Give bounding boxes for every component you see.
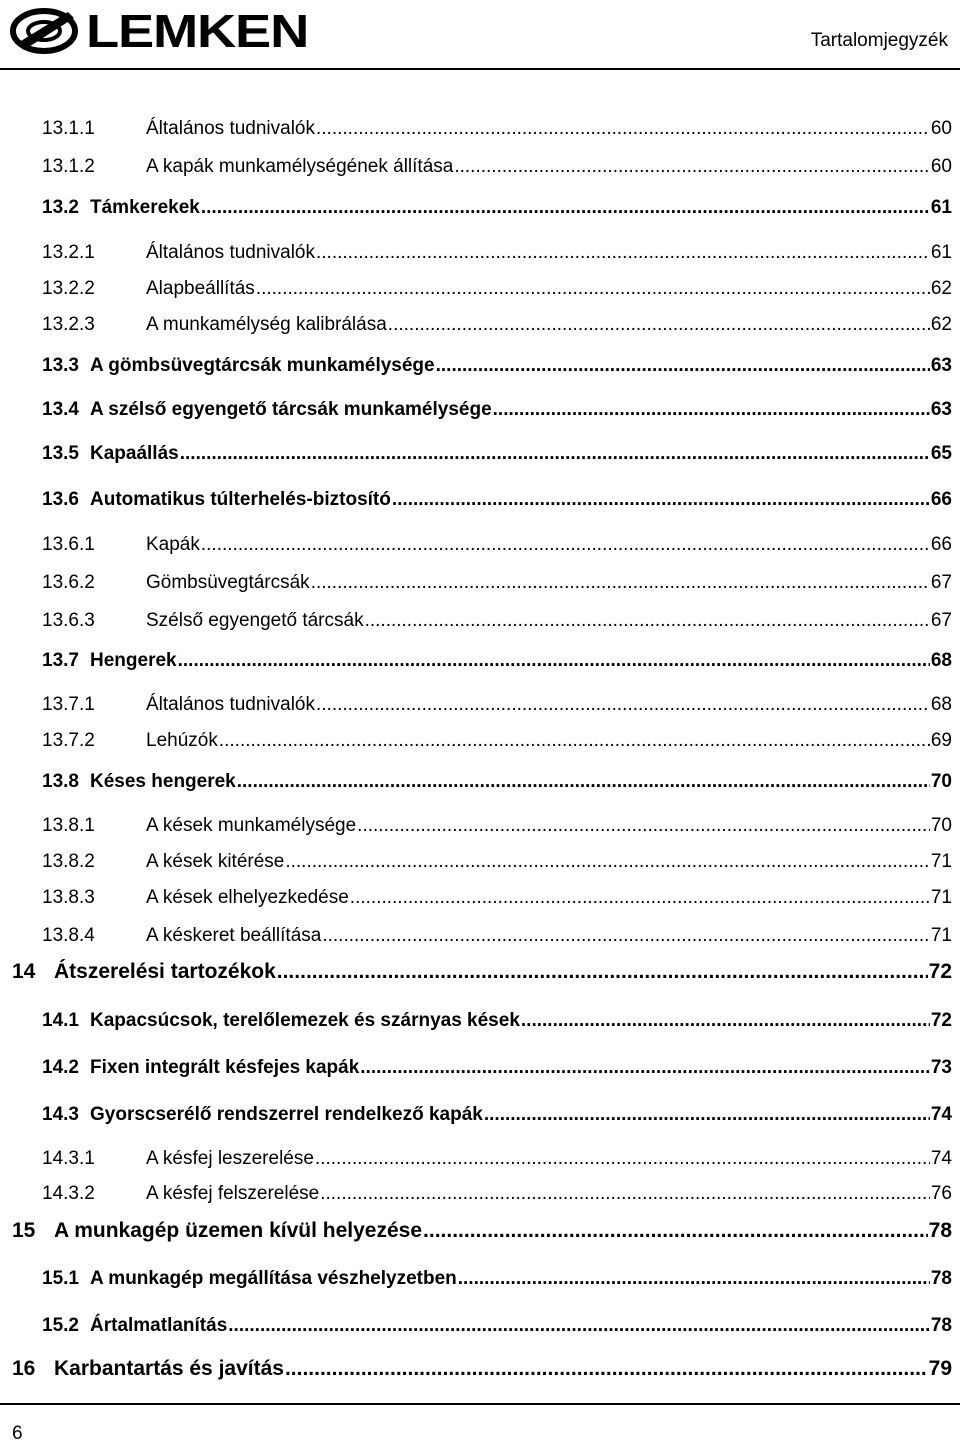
toc-entry-page: 70	[930, 815, 952, 836]
lemken-emblem-icon	[10, 4, 80, 58]
toc-entry[interactable]	[0, 925, 960, 947]
toc-entry-page: 69	[930, 730, 952, 751]
toc-entry-title: Szélső egyengető tárcsák	[146, 610, 364, 631]
toc-entry-number: 13.1.1	[42, 118, 95, 139]
toc-entry-title: A kapák munkamélységének állítása	[146, 156, 454, 177]
toc-entry-page: 66	[930, 489, 952, 510]
toc-entry-page: 73	[930, 1057, 952, 1078]
toc-entry-number: 13.3	[42, 355, 79, 376]
page-header	[0, 0, 960, 72]
header-title: Tartalomjegyzék	[810, 30, 948, 51]
toc-entry-leader	[365, 610, 930, 632]
toc-entry-leader	[357, 815, 930, 837]
toc-entry-title: Kapaállás	[90, 443, 179, 464]
toc-entry-title: A munkagép megállítása vészhelyzetben	[90, 1268, 457, 1289]
toc-entry-title: Kapák	[146, 534, 200, 555]
toc-entry[interactable]	[0, 489, 960, 511]
toc-entry-page: 62	[930, 278, 952, 299]
toc-entry-number: 13.8.4	[42, 925, 95, 946]
toc-entry-number: 13.6.3	[42, 610, 95, 631]
toc-entry-page: 78	[930, 1315, 952, 1336]
toc-entry-page: 71	[930, 887, 952, 908]
toc-entry-leader	[484, 1104, 930, 1126]
toc-entry-number: 13.2.3	[42, 314, 95, 335]
toc-entry-page: 72	[928, 960, 952, 983]
toc-entry[interactable]	[0, 314, 960, 336]
toc-entry-leader	[315, 1148, 930, 1170]
toc-entry-title: Gömbsüvegtárcsák	[146, 572, 310, 593]
toc-entry[interactable]	[0, 887, 960, 909]
toc-entry-page: 78	[928, 1219, 952, 1242]
toc-entry-number: 14.2	[42, 1057, 79, 1078]
toc-entry-page: 71	[930, 851, 952, 872]
toc-entry-leader	[201, 534, 930, 556]
toc-entry-leader	[237, 771, 930, 793]
toc-entry-leader	[311, 572, 930, 594]
toc-entry-title: Alapbeállítás	[146, 278, 255, 299]
toc-entry[interactable]	[0, 355, 960, 377]
toc-entry-page: 79	[928, 1357, 952, 1380]
toc-entry[interactable]	[0, 1268, 960, 1290]
toc-entry-page: 74	[930, 1148, 952, 1169]
toc-entry-leader	[350, 887, 930, 909]
toc-entry-page: 63	[930, 399, 952, 420]
toc-entry[interactable]	[0, 242, 960, 264]
toc-entry[interactable]	[0, 771, 960, 793]
toc-entry-leader	[493, 399, 930, 421]
toc-entry-title: A munkamélység kalibrálása	[146, 314, 387, 335]
toc-entry[interactable]	[0, 1219, 960, 1243]
toc-entry-title: Gyorscserélő rendszerrel rendelkező kapák	[90, 1104, 483, 1125]
toc-entry-number: 13.4	[42, 399, 79, 420]
toc-entry-page: 66	[930, 534, 952, 555]
toc-entry-page: 60	[930, 118, 952, 139]
footer-divider	[0, 1403, 960, 1405]
toc-entry-number: 13.5	[42, 443, 79, 464]
toc-entry-leader	[277, 960, 928, 984]
toc-entry-title: Karbantartás és javítás	[54, 1357, 284, 1380]
toc-entry-page: 76	[930, 1183, 952, 1204]
toc-entry-leader	[458, 1268, 930, 1290]
toc-entry-page: 72	[930, 1010, 952, 1031]
toc-entry[interactable]	[0, 730, 960, 752]
toc-entry[interactable]	[0, 960, 960, 984]
toc-entry-number: 16	[12, 1357, 36, 1380]
toc-entry-title: A gömbsüvegtárcsák munkamélysége	[90, 355, 435, 376]
toc-entry[interactable]	[0, 650, 960, 672]
toc-entry-number: 13.2.2	[42, 278, 95, 299]
toc-entry-number: 13.7.2	[42, 730, 95, 751]
toc-entry[interactable]	[0, 815, 960, 837]
toc-entry-page: 65	[930, 443, 952, 464]
toc-entry-title: Általános tudnivalók	[146, 118, 315, 139]
toc-entry-page: 62	[930, 314, 952, 335]
toc-entry-number: 13.2	[42, 197, 79, 218]
toc-entry-page: 67	[930, 610, 952, 631]
toc-entry-leader	[285, 851, 930, 873]
toc-entry-leader	[322, 925, 930, 947]
toc-entry-number: 13.8.2	[42, 851, 95, 872]
toc-entry-title: Hengerek	[90, 650, 177, 671]
toc-entry-title: A kések munkamélysége	[146, 815, 357, 836]
toc-entry-title: A késfej felszerelése	[146, 1183, 320, 1204]
toc-entry-leader	[388, 314, 930, 336]
toc-entry-number: 13.6.1	[42, 534, 95, 555]
toc-entry-number: 13.8.3	[42, 887, 95, 908]
toc-entry[interactable]	[0, 572, 960, 594]
toc-entry-number: 13.6	[42, 489, 79, 510]
toc-entry-leader	[360, 1057, 930, 1079]
toc-entry-leader	[178, 650, 930, 672]
toc-entry-page: 60	[930, 156, 952, 177]
toc-entry-number: 14.3.2	[42, 1183, 95, 1204]
toc-entry-number: 13.7.1	[42, 694, 95, 715]
toc-entry-title: Átszerelési tartozékok	[54, 960, 276, 983]
toc-entry[interactable]	[0, 1183, 960, 1205]
toc-entry-number: 14.3	[42, 1104, 79, 1125]
toc-entry-leader	[454, 156, 930, 178]
toc-entry-number: 14.3.1	[42, 1148, 95, 1169]
toc-entry[interactable]	[0, 534, 960, 556]
toc-entry-leader	[316, 242, 930, 264]
toc-entry-leader	[316, 694, 930, 716]
toc-entry-page: 74	[930, 1104, 952, 1125]
toc-entry-title: A késkeret beállítása	[146, 925, 322, 946]
toc-entry-title: A kések elhelyezkedése	[146, 887, 349, 908]
toc-entry[interactable]	[0, 851, 960, 873]
toc-entry-title: Fixen integrált késfejes kapák	[90, 1057, 360, 1078]
toc-entry[interactable]	[0, 694, 960, 716]
toc-entry[interactable]	[0, 1104, 960, 1126]
toc-entry-number: 14.1	[42, 1010, 79, 1031]
toc-entry-page: 78	[930, 1268, 952, 1289]
toc-entry[interactable]	[0, 1010, 960, 1032]
toc-entry-title: A kések kitérése	[146, 851, 285, 872]
toc-entry-number: 15.2	[42, 1315, 79, 1336]
toc-entry[interactable]	[0, 197, 960, 219]
toc-entry-title: Általános tudnivalók	[146, 242, 315, 263]
toc-entry-page: 68	[930, 694, 952, 715]
toc-entry-leader	[228, 1315, 930, 1337]
toc-entry[interactable]	[0, 1148, 960, 1170]
toc-entry-title: Ártalmatlanítás	[90, 1315, 228, 1336]
toc-entry-title: Általános tudnivalók	[146, 694, 315, 715]
toc-entry-page: 67	[930, 572, 952, 593]
toc-entry-leader	[201, 197, 930, 219]
toc-entry-title: A munkagép üzemen kívül helyezése	[54, 1219, 423, 1242]
toc-entry-title: Automatikus túlterhelés-biztosító	[90, 489, 391, 510]
toc-entry-leader	[320, 1183, 930, 1205]
toc-entry[interactable]	[0, 118, 960, 140]
toc-entry-number: 15.1	[42, 1268, 79, 1289]
toc-entry-number: 14	[12, 960, 36, 983]
toc-entry-number: 13.1.2	[42, 156, 95, 177]
toc-entry-leader	[423, 1219, 928, 1243]
toc-entry[interactable]	[0, 1057, 960, 1079]
toc-entry-leader	[521, 1010, 930, 1032]
toc-entry[interactable]	[0, 443, 960, 465]
toc-entry[interactable]	[0, 610, 960, 632]
toc-entry-title: Késes hengerek	[90, 771, 236, 792]
toc-entry-title: Támkerekek	[90, 197, 200, 218]
toc-entry[interactable]	[0, 1357, 960, 1381]
logo-wordmark: LEMKEN	[86, 5, 309, 57]
toc-entry-number: 15	[12, 1219, 36, 1242]
toc-entry-leader	[180, 443, 930, 465]
toc-entry-page: 61	[930, 242, 952, 263]
toc-entry-leader	[256, 278, 930, 300]
toc-entry-number: 13.8	[42, 771, 79, 792]
toc-entry-page: 71	[930, 925, 952, 946]
toc-entry-leader	[219, 730, 930, 752]
toc-entry[interactable]	[0, 399, 960, 421]
toc-entry-title: Lehúzók	[146, 730, 218, 751]
toc-entry-page: 63	[930, 355, 952, 376]
toc-entry-page: 61	[930, 197, 952, 218]
toc-entry-number: 13.2.1	[42, 242, 95, 263]
toc-entry-page: 68	[930, 650, 952, 671]
toc-entry-number: 13.6.2	[42, 572, 95, 593]
toc-entry-leader	[285, 1357, 928, 1381]
toc-entry-number: 13.7	[42, 650, 79, 671]
header-divider	[0, 68, 960, 70]
toc-entry-leader	[316, 118, 930, 140]
toc-entry[interactable]	[0, 1315, 960, 1337]
toc-entry-leader	[436, 355, 930, 377]
toc-entry[interactable]	[0, 278, 960, 300]
toc-entry-title: Kapacsúcsok, terelőlemezek és szárnyas kések	[90, 1010, 520, 1031]
toc-entry-title: A késfej leszerelése	[146, 1148, 314, 1169]
lemken-logo	[10, 4, 309, 58]
page-number: 6	[12, 1423, 23, 1444]
toc-entry-number: 13.8.1	[42, 815, 95, 836]
toc-entry-title: A szélső egyengető tárcsák munkamélysége	[90, 399, 492, 420]
toc-entry-leader	[392, 489, 930, 511]
toc-entry-page: 70	[930, 771, 952, 792]
toc-entry[interactable]	[0, 156, 960, 178]
